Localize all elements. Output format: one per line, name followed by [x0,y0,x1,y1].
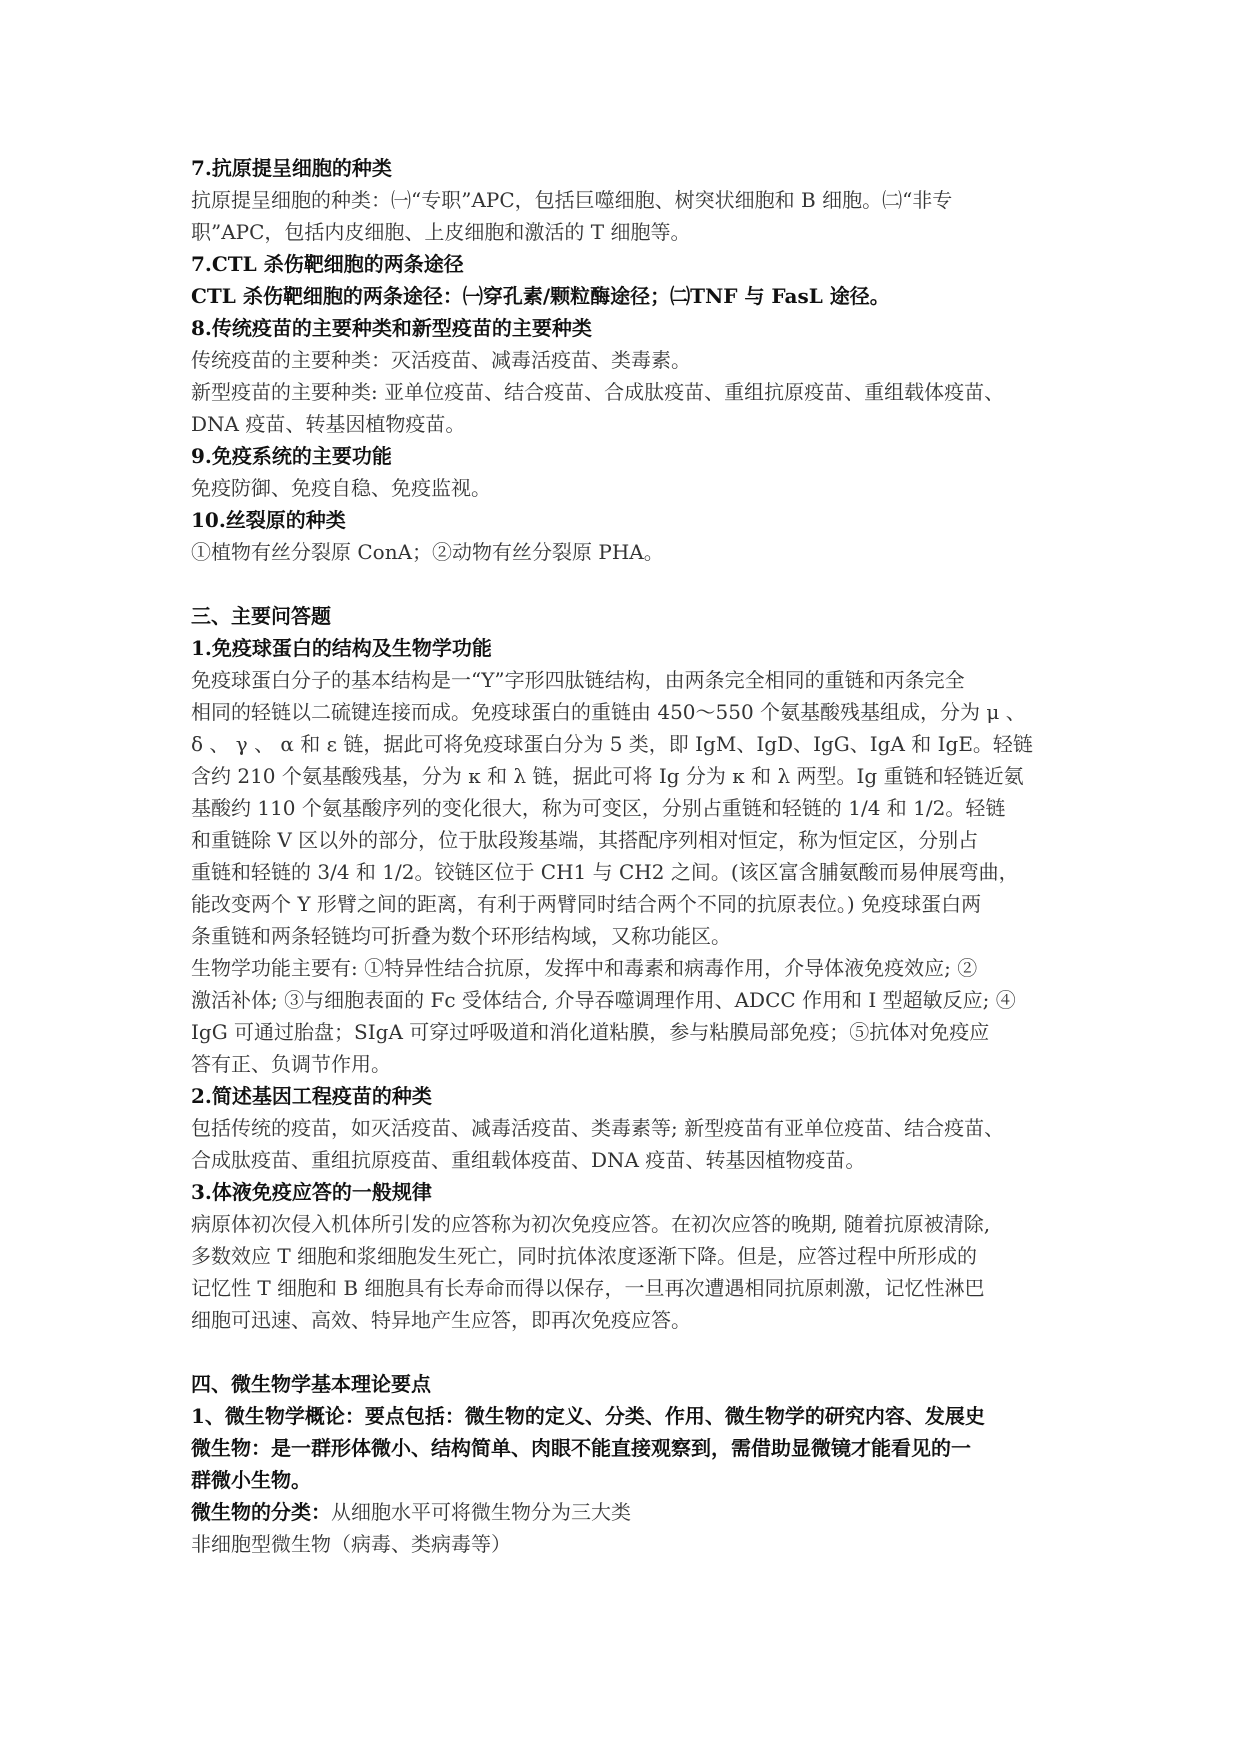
vaccine-text-line-2: 新型疫苗的主要种类: 亚单位疫苗、结合疫苗、合成肽疫苗、重组抗原疫苗、重组载体疫苗、 [191,380,1005,404]
section-title-main-questions: 三、主要问答题 [191,604,331,628]
immunoglobulin-line-3: δ 、 γ 、 α 和 ε 链，据此可将免疫球蛋白分为 5 类，即 IgM、IgD、IgG、IgA 和 IgE。轻链 [191,732,1033,756]
heading-apc-types: 7.抗原提呈细胞的种类 [191,156,392,180]
vaccine-text-line-1: 传统疫苗的主要种类：灭活疫苗、减毒活疫苗、类毒素。 [191,348,691,372]
heading-mitogen-types: 10.丝裂原的种类 [191,508,346,532]
humoral-response-line-3: 记忆性 T 细胞和 B 细胞具有长寿命而得以保存，一旦再次遭遇相同抗原刺激，记忆性淋巴 [191,1276,985,1300]
heading-immunoglobulin: 1.免疫球蛋白的结构及生物学功能 [191,636,492,660]
microorganism-definition-line-2: 群微小生物。 [191,1468,311,1492]
microbiology-intro: 1、微生物学概论：要点包括：微生物的定义、分类、作用、微生物学的研究内容、发展史 [191,1404,985,1428]
immunoglobulin-line-8: 能改变两个 Y 形臂之间的距离，有利于两臂同时结合两个不同的抗原表位。) 免疫球蛋白两 [191,892,982,916]
immunoglobulin-line-13: 答有正、负调节作用。 [191,1052,391,1076]
classification-text: 从细胞水平可将微生物分为三大类 [331,1500,631,1524]
heading-ctl-pathways: 7.CTL 杀伤靶细胞的两条途径 [191,252,464,276]
apc-text-line-2: 职”APC，包括内皮细胞、上皮细胞和激活的 T 细胞等。 [191,220,691,244]
immunoglobulin-line-12: IgG 可通过胎盘；SIgA 可穿过呼吸道和消化道粘膜，参与粘膜局部免疫；⑤抗体对免疫应 [191,1020,990,1044]
microorganism-classification [191,1496,1056,1528]
immunoglobulin-line-10: 生物学功能主要有: ①特异性结合抗原，发挥中和毒素和病毒作用，介导体液免疫效应; ② [191,956,978,980]
humoral-response-line-4: 细胞可迅速、高效、特异地产生应答，即再次免疫应答。 [191,1308,691,1332]
immunoglobulin-line-2: 相同的轻链以二硫键连接而成。免疫球蛋白的重链由 450～550 个氨基酸残基组成，分为 μ 、 [191,700,1026,724]
immune-functions-text: 免疫防御、免疫自稳、免疫监视。 [191,476,491,500]
immunoglobulin-line-5: 基酸约 110 个氨基酸序列的变化很大，称为可变区，分别占重链和轻链的 1/4 和 1/2。轻链 [191,796,1006,820]
immunoglobulin-line-4: 含约 210 个氨基酸残基，分为 κ 和 λ 链，据此可将 Ig 分为 κ 和 λ 两型。Ig 重链和轻链近氨 [191,764,1024,788]
vaccine-text-line-3: DNA 疫苗、转基因植物疫苗。 [191,412,466,436]
microorganism-definition-line-1: 微生物：是一群形体微小、结构简单、肉眼不能直接观察到，需借助显微镜才能看见的一 [191,1436,971,1460]
immunoglobulin-line-6: 和重链除 V 区以外的部分，位于肽段羧基端，其搭配序列相对恒定，称为恒定区，分别占 [191,828,979,852]
classification-label: 微生物的分类： [191,1500,331,1524]
non-cellular-microorganisms: 非细胞型微生物（病毒、类病毒等） [191,1532,511,1556]
genetic-vaccines-line-2: 合成肽疫苗、重组抗原疫苗、重组载体疫苗、DNA 疫苗、转基因植物疫苗。 [191,1148,866,1172]
ctl-text: CTL 杀伤靶细胞的两条途径：㈠穿孔素/颗粒酶途径；㈡TNF 与 FasL 途径。 [191,284,890,308]
apc-text-line-1: 抗原提呈细胞的种类：㈠“专职”APC，包括巨噬细胞、树突状细胞和 B 细胞。㈡“非专 [191,188,953,212]
heading-genetic-vaccines: 2.简述基因工程疫苗的种类 [191,1084,432,1108]
section-title-microbiology: 四、微生物学基本理论要点 [191,1372,431,1396]
immunoglobulin-line-9: 条重链和两条轻链均可折叠为数个环形结构域，又称功能区。 [191,924,731,948]
heading-vaccine-types: 8.传统疫苗的主要种类和新型疫苗的主要种类 [191,316,592,340]
immunoglobulin-line-11: 激活补体; ③与细胞表面的 Fc 受体结合, 介导吞噬调理作用、ADCC 作用和 Ⅰ 型超敏反应; ④ [191,988,1016,1012]
genetic-vaccines-line-1: 包括传统的疫苗，如灭活疫苗、减毒活疫苗、类毒素等; 新型疫苗有亚单位疫苗、结合疫苗、 [191,1116,1005,1140]
document-page [191,152,1056,1560]
heading-immune-functions: 9.免疫系统的主要功能 [191,444,392,468]
heading-humoral-response: 3.体液免疫应答的一般规律 [191,1180,432,1204]
humoral-response-line-2: 多数效应 T 细胞和浆细胞发生死亡，同时抗体浓度逐渐下降。但是，应答过程中所形成的 [191,1244,978,1268]
humoral-response-line-1: 病原体初次侵入机体所引发的应答称为初次免疫应答。在初次应答的晚期, 随着抗原被清除, [191,1212,991,1236]
immunoglobulin-line-7: 重链和轻链的 3/4 和 1/2。铰链区位于 CH1 与 CH2 之间。(该区富含脯氨酸而易伸展弯曲， [191,860,1019,884]
immunoglobulin-line-1: 免疫球蛋白分子的基本结构是一“Y”字形四肽链结构，由两条完全相同的重链和丙条完全 [191,668,965,692]
mitogen-text: ①植物有丝分裂原 ConA；②动物有丝分裂原 PHA。 [191,540,664,564]
